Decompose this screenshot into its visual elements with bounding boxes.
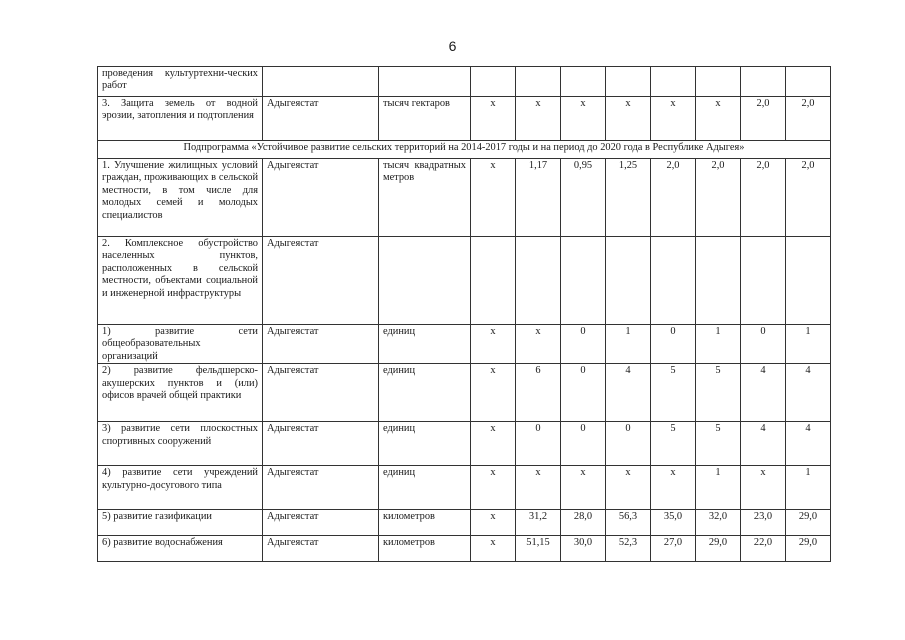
indicator-cell: проведения культуртехни-ческих работ <box>98 67 263 97</box>
value-cell: х <box>471 364 516 422</box>
value-cell <box>786 237 831 325</box>
value-cell: 32,0 <box>696 510 741 536</box>
value-cell <box>516 67 561 97</box>
table-row <box>98 536 831 562</box>
value-cell: 1 <box>606 325 651 364</box>
unit-cell: единиц <box>379 325 471 364</box>
table-row <box>98 422 831 466</box>
value-cell: 2,0 <box>696 159 741 237</box>
value-cell: 1 <box>696 466 741 510</box>
value-cell: 23,0 <box>741 510 786 536</box>
indicator-cell: 5) развитие газификации <box>98 510 263 536</box>
table-row <box>98 325 831 364</box>
value-cell: 2,0 <box>651 159 696 237</box>
unit-cell: тысяч гектаров <box>379 97 471 141</box>
value-cell: 56,3 <box>606 510 651 536</box>
value-cell: 0,95 <box>561 159 606 237</box>
value-cell <box>696 237 741 325</box>
source-cell: Адыгеястат <box>263 422 379 466</box>
indicator-cell: 2) развитие фельдшерско-акушерских пунктов и (или) офисов врачей общей практики <box>98 364 263 422</box>
value-cell: 5 <box>651 422 696 466</box>
source-cell: Адыгеястат <box>263 325 379 364</box>
value-cell <box>651 237 696 325</box>
value-cell: 2,0 <box>786 159 831 237</box>
source-cell: Адыгеястат <box>263 364 379 422</box>
value-cell <box>786 67 831 97</box>
value-cell: 0 <box>561 325 606 364</box>
value-cell <box>516 237 561 325</box>
indicator-cell: 3. Защита земель от водной эрозии, затопления и подтопления <box>98 97 263 141</box>
table-row <box>98 237 831 325</box>
value-cell: х <box>471 159 516 237</box>
source-cell: Адыгеястат <box>263 466 379 510</box>
indicator-cell: 4) развитие сети учреждений культурно-досугового типа <box>98 466 263 510</box>
value-cell: 30,0 <box>561 536 606 562</box>
value-cell: х <box>471 510 516 536</box>
value-cell: х <box>651 97 696 141</box>
source-cell: Адыгеястат <box>263 510 379 536</box>
indicator-cell: 3) развитие сети плоскостных спортивных сооружений <box>98 422 263 466</box>
page-number: 6 <box>448 38 457 54</box>
value-cell: х <box>471 466 516 510</box>
value-cell <box>561 237 606 325</box>
value-cell: 4 <box>606 364 651 422</box>
value-cell: 27,0 <box>651 536 696 562</box>
value-cell: 0 <box>561 422 606 466</box>
value-cell: 5 <box>696 364 741 422</box>
table-row <box>98 364 831 422</box>
subprogram-header-row <box>98 141 831 159</box>
value-cell: х <box>516 325 561 364</box>
value-cell: 2,0 <box>741 97 786 141</box>
value-cell: 35,0 <box>651 510 696 536</box>
value-cell: 0 <box>651 325 696 364</box>
value-cell: 28,0 <box>561 510 606 536</box>
subprogram-title: Подпрограмма «Устойчивое развитие сельских территорий на 2014-2017 годы и на период до 2020 года в Республике Адыгея» <box>98 141 831 159</box>
value-cell: х <box>696 97 741 141</box>
indicator-cell: 1. Улучшение жилищных условий граждан, проживающих в сельской местности, в том числе для молодых семей и молодых специалистов <box>98 159 263 237</box>
value-cell: 22,0 <box>741 536 786 562</box>
value-cell: 1,17 <box>516 159 561 237</box>
value-cell <box>606 237 651 325</box>
unit-cell <box>379 67 471 97</box>
value-cell <box>651 67 696 97</box>
indicators-table <box>97 66 831 562</box>
source-cell: Адыгеястат <box>263 97 379 141</box>
value-cell: х <box>741 466 786 510</box>
unit-cell: единиц <box>379 466 471 510</box>
value-cell: 1 <box>786 466 831 510</box>
source-cell: Адыгеястат <box>263 237 379 325</box>
value-cell: 6 <box>516 364 561 422</box>
unit-cell: километров <box>379 536 471 562</box>
value-cell: 4 <box>741 364 786 422</box>
unit-cell: тысяч квадратных метров <box>379 159 471 237</box>
value-cell: 29,0 <box>786 536 831 562</box>
table-row <box>98 510 831 536</box>
value-cell <box>471 67 516 97</box>
indicator-cell: 6) развитие водоснабжения <box>98 536 263 562</box>
value-cell: 1,25 <box>606 159 651 237</box>
unit-cell: единиц <box>379 422 471 466</box>
value-cell: 51,15 <box>516 536 561 562</box>
unit-cell <box>379 237 471 325</box>
value-cell: х <box>516 97 561 141</box>
value-cell: х <box>471 325 516 364</box>
value-cell: 31,2 <box>516 510 561 536</box>
indicator-cell: 1) развитие сети общеобразовательных организаций <box>98 325 263 364</box>
value-cell: 4 <box>741 422 786 466</box>
table-row <box>98 97 831 141</box>
value-cell: 5 <box>651 364 696 422</box>
unit-cell: единиц <box>379 364 471 422</box>
value-cell: 0 <box>516 422 561 466</box>
value-cell: х <box>471 422 516 466</box>
value-cell: х <box>606 97 651 141</box>
table-row <box>98 159 831 237</box>
source-cell: Адыгеястат <box>263 159 379 237</box>
value-cell <box>741 237 786 325</box>
value-cell: 29,0 <box>786 510 831 536</box>
value-cell: х <box>516 466 561 510</box>
value-cell: х <box>471 536 516 562</box>
value-cell <box>741 67 786 97</box>
value-cell: х <box>561 466 606 510</box>
indicator-cell: 2. Комплексное обустройство населенных пунктов, расположенных в сельской местности, объектами социальной и инженерной инфраструктуры <box>98 237 263 325</box>
value-cell: 5 <box>696 422 741 466</box>
unit-cell: километров <box>379 510 471 536</box>
value-cell: 4 <box>786 422 831 466</box>
value-cell: 2,0 <box>741 159 786 237</box>
value-cell: х <box>471 97 516 141</box>
value-cell: х <box>561 97 606 141</box>
value-cell: 0 <box>561 364 606 422</box>
value-cell <box>696 67 741 97</box>
value-cell: 4 <box>786 364 831 422</box>
source-cell <box>263 67 379 97</box>
table-row <box>98 67 831 97</box>
value-cell: х <box>651 466 696 510</box>
value-cell <box>471 237 516 325</box>
value-cell: 2,0 <box>786 97 831 141</box>
value-cell: 0 <box>741 325 786 364</box>
value-cell: 52,3 <box>606 536 651 562</box>
value-cell <box>606 67 651 97</box>
source-cell: Адыгеястат <box>263 536 379 562</box>
value-cell: 0 <box>606 422 651 466</box>
value-cell: х <box>606 466 651 510</box>
value-cell: 1 <box>696 325 741 364</box>
value-cell: 29,0 <box>696 536 741 562</box>
table-row <box>98 466 831 510</box>
value-cell: 1 <box>786 325 831 364</box>
value-cell <box>561 67 606 97</box>
